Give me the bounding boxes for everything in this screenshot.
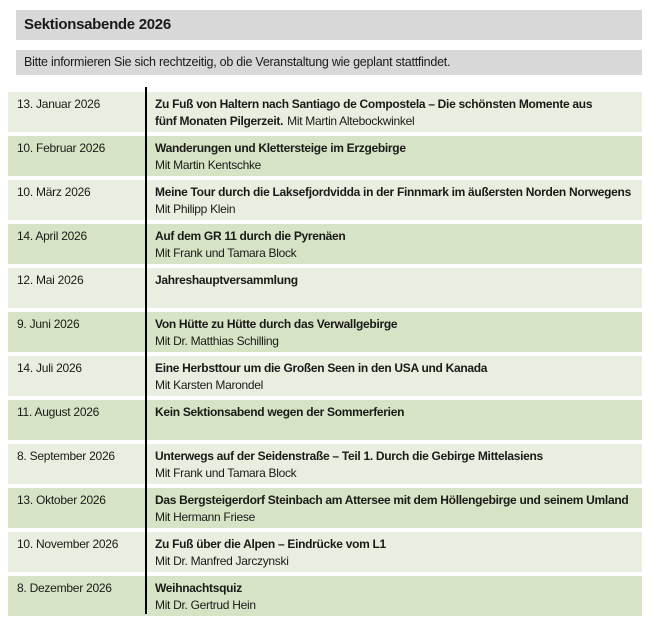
event-row	[8, 400, 642, 440]
event-date: 12. Mai 2026	[17, 273, 84, 287]
event-date: 13. Januar 2026	[17, 97, 100, 111]
event-title: Auf dem GR 11 durch die Pyrenäen	[155, 229, 346, 243]
event-speaker: Mit Frank und Tamara Block	[155, 466, 297, 480]
event-speaker: Mit Philipp Klein	[155, 202, 236, 216]
event-description	[145, 576, 642, 616]
event-subline	[155, 553, 642, 570]
events-table	[8, 92, 642, 616]
event-date: 8. Dezember 2026	[17, 581, 112, 595]
event-title: Das Bergsteigerdorf Steinbach am Attersee mit dem Höllengebirge und seinem Umland	[155, 493, 629, 507]
event-speaker: Mit Frank und Tamara Block	[155, 246, 297, 260]
event-subline	[155, 157, 642, 174]
event-description	[145, 532, 642, 572]
event-title: Jahreshauptversammlung	[155, 273, 298, 287]
event-description	[145, 268, 642, 308]
event-description	[145, 444, 642, 484]
event-row	[8, 444, 642, 484]
event-row	[8, 268, 642, 308]
event-title: Wanderungen und Klettersteige im Erzgebirge	[155, 141, 406, 155]
event-subline	[155, 465, 642, 482]
event-date: 8. September 2026	[17, 449, 115, 463]
event-speaker: Mit Dr. Manfred Jarczynski	[155, 554, 289, 568]
event-speaker: Mit Hermann Friese	[155, 510, 255, 524]
event-description	[145, 488, 642, 528]
event-subline	[155, 597, 642, 614]
notice-text: Bitte informieren Sie sich rechtzeitig, ob die Veranstaltung wie geplant stattfindet.	[24, 55, 451, 69]
event-row	[8, 180, 642, 220]
event-title: Zu Fuß über die Alpen – Eindrücke vom L1	[155, 537, 386, 551]
event-row	[8, 488, 642, 528]
page-title: Sektionsabende 2026	[24, 16, 171, 33]
event-speaker: Mit Dr. Gertrud Hein	[155, 598, 256, 612]
event-date: 14. April 2026	[17, 229, 87, 243]
event-speaker: Mit Martin Kentschke	[155, 158, 262, 172]
event-description	[145, 180, 642, 220]
event-title: Von Hütte zu Hütte durch das Verwallgebirge	[155, 317, 398, 331]
event-row	[8, 356, 642, 396]
event-row	[8, 92, 642, 132]
page-title-bar	[16, 10, 642, 40]
event-description	[145, 356, 642, 396]
event-row	[8, 224, 642, 264]
event-title: Meine Tour durch die Laksefjordvidda in der Finnmark im äußersten Norden Norwegens	[155, 185, 631, 199]
event-description	[145, 312, 642, 352]
event-date: 9. Juni 2026	[17, 317, 80, 331]
event-row	[8, 576, 642, 616]
column-divider-line	[145, 87, 147, 614]
page	[0, 10, 654, 626]
event-date: 10. März 2026	[17, 185, 91, 199]
event-description	[145, 136, 642, 176]
event-date: 11. August 2026	[17, 405, 100, 419]
event-row	[8, 312, 642, 352]
event-description	[145, 400, 642, 440]
event-title: Zu Fuß von Haltern nach Santiago de Compostela – Die schönsten Momente aus	[155, 97, 593, 111]
event-title: Kein Sektionsabend wegen der Sommerferien	[155, 405, 405, 419]
event-row	[8, 136, 642, 176]
event-title: Eine Herbsttour um die Großen Seen in den USA und Kanada	[155, 361, 488, 375]
event-title-continued: fünf Monaten Pilgerzeit.	[155, 114, 284, 128]
event-row	[8, 532, 642, 572]
event-title: Weihnachtsquiz	[155, 581, 242, 595]
event-speaker: Mit Karsten Marondel	[155, 378, 264, 392]
event-date: 13. Oktober 2026	[17, 493, 106, 507]
event-subline	[155, 201, 642, 218]
event-speaker: Mit Martin Altebockwinkel	[287, 114, 415, 128]
event-date: 14. Juli 2026	[17, 361, 82, 375]
notice-banner	[16, 50, 642, 75]
event-description	[145, 92, 642, 132]
event-description	[145, 224, 642, 264]
event-subline	[155, 509, 642, 526]
events-rows	[8, 92, 642, 616]
event-date: 10. Februar 2026	[17, 141, 106, 155]
event-subline	[155, 377, 642, 394]
event-date: 10. November 2026	[17, 537, 119, 551]
event-title: Unterwegs auf der Seidenstraße – Teil 1. Durch die Gebirge Mittelasiens	[155, 449, 543, 463]
event-subline	[155, 245, 642, 262]
event-subline	[155, 113, 642, 130]
event-speaker: Mit Dr. Matthias Schilling	[155, 334, 279, 348]
event-subline	[155, 333, 642, 350]
